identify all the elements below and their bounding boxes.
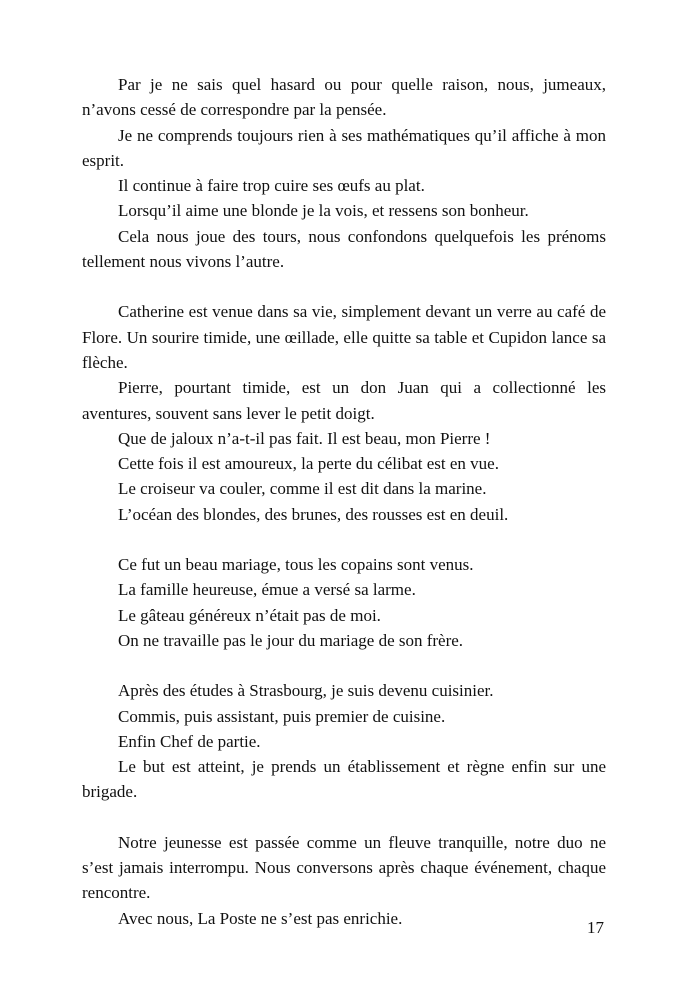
paragraph: Lorsqu’il aime une blonde je la vois, et ressens son bonheur. [118, 201, 529, 221]
paragraph: Le croiseur va couler, comme il est dit dans la marine. [118, 479, 487, 499]
page-number: 17 [587, 918, 604, 937]
paragraph: Le gâteau généreux n’était pas de moi. [118, 605, 381, 625]
paragraph: Ce fut un beau mariage, tous les copains sont venus. [118, 555, 474, 575]
paragraph: Avec nous, La Poste ne s’est pas enrichie. [118, 908, 403, 928]
section-4 [82, 678, 606, 804]
paragraph: Il continue à faire trop cuire ses œufs au plat. [118, 176, 425, 196]
paragraph: Enfin Chef de partie. [118, 731, 261, 751]
paragraph: L’océan des blondes, des brunes, des rousses est en deuil. [118, 504, 509, 524]
paragraph: Par je ne sais quel hasard ou pour quelle raison, nous, jumeaux, n’avons cessé de correspondre par la pensée. [82, 75, 606, 120]
paragraph: Commis, puis assistant, puis premier de cuisine. [118, 706, 446, 726]
section-2 [82, 299, 606, 527]
paragraph: Catherine est venue dans sa vie, simplement devant un verre au café de Flore. Un sourire timide, une œillade, elle quitte sa table et Cupidon lance sa flèche. [82, 302, 606, 372]
section-break [82, 805, 606, 830]
paragraph: La famille heureuse, émue a versé sa larme. [118, 580, 416, 600]
section-break [82, 527, 606, 552]
paragraph: Je ne comprends toujours rien à ses mathématiques qu’il affiche à mon esprit. [82, 125, 606, 170]
paragraph: Cette fois il est amoureux, la perte du célibat est en vue. [118, 454, 499, 474]
paragraph: Cela nous joue des tours, nous confondons quelquefois les prénoms tellement nous vivons l’autre. [82, 226, 606, 272]
paragraph: Après des études à Strasbourg, je suis devenu cuisinier. [118, 681, 494, 701]
page-body [82, 72, 606, 931]
section-break [82, 274, 606, 299]
paragraph: Que de jaloux n’a-t-il pas fait. Il est beau, mon Pierre ! [118, 428, 491, 448]
section-1 [82, 72, 606, 274]
section-break [82, 653, 606, 678]
section-3 [82, 552, 606, 653]
paragraph: Le but est atteint, je prends un établissement et règne enfin sur une brigade. [82, 757, 606, 802]
paragraph: Notre jeunesse est passée comme un fleuve tranquille, notre duo ne s’est jamais interrompu. Nous conversons après chaque événement, chaque rencontre. [82, 832, 606, 903]
paragraph: Pierre, pourtant timide, est un don Juan qui a collectionné les aventures, souvent sans lever le petit doigt. [82, 378, 606, 423]
section-5 [82, 830, 606, 931]
paragraph: On ne travaille pas le jour du mariage de son frère. [118, 630, 464, 650]
